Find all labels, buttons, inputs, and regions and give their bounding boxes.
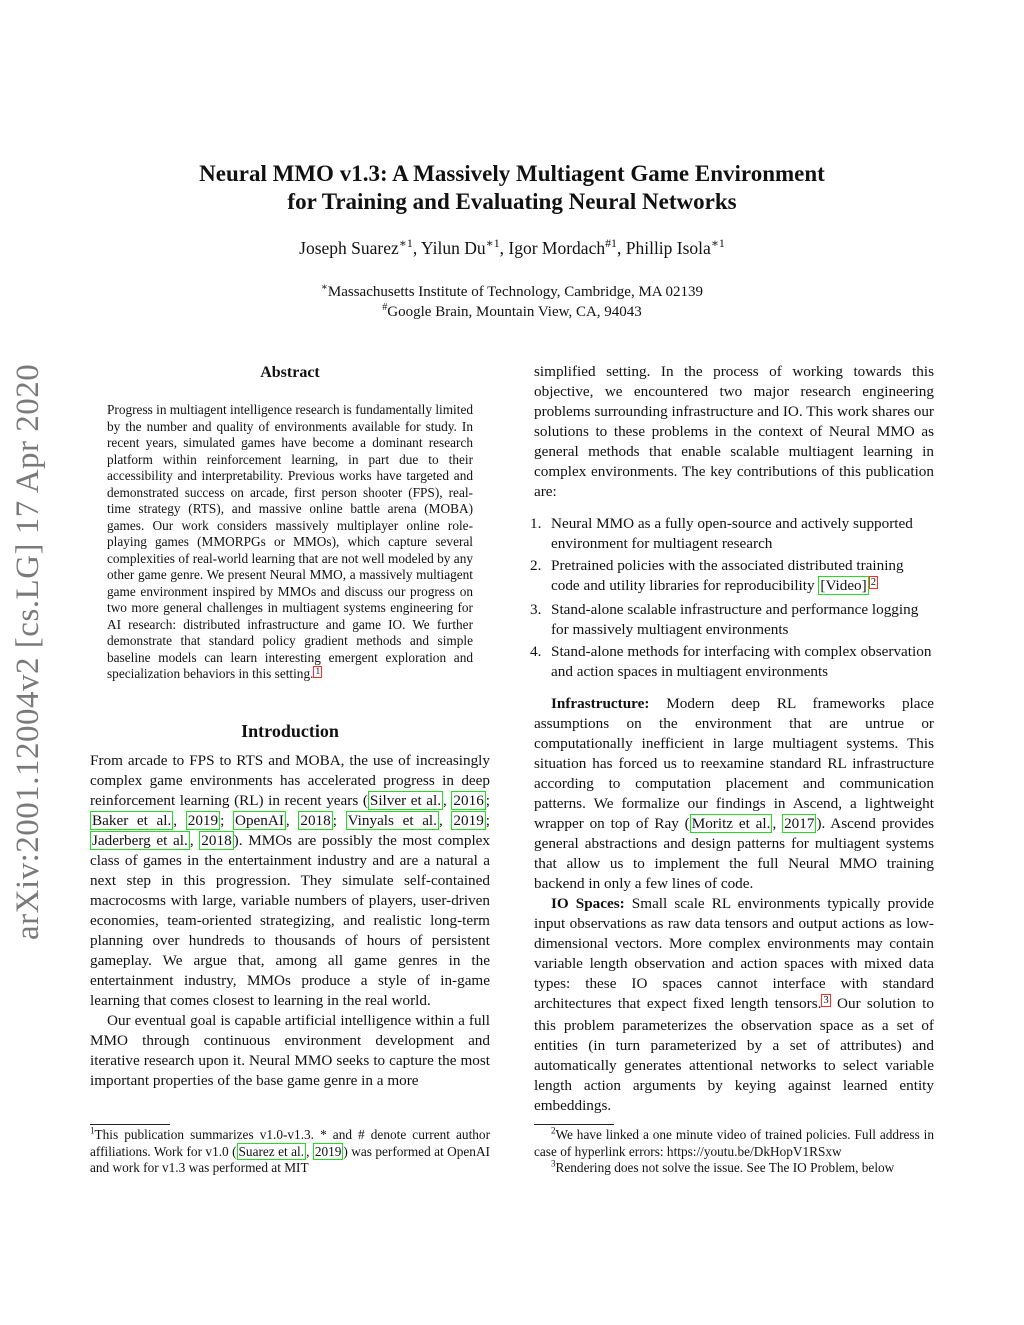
citation-silver[interactable]: Silver et al. xyxy=(369,792,442,809)
title-line-2: for Training and Evaluating Neural Networks xyxy=(287,189,737,214)
footnote-text: This publication summarizes v1.0-v1.3. * and # denote current author affiliations. Work for v1.0 ( xyxy=(90,1127,490,1159)
author-mark: ∗1 xyxy=(485,236,500,251)
affiliation xyxy=(0,282,1024,302)
citation-separator: , xyxy=(173,812,186,829)
right-paragraph: simplified setting. In the process of working towards this objective, we encountered two major research engineering problems surrounding infrastructure and IO. This work shares our solutions to these problems in the context of Neural MMO as general methods that enable scalable multiagent learning in complex environments. The key contributions of this publication are: xyxy=(534,363,934,500)
introduction-body xyxy=(90,751,490,1091)
paragraph-text: Our solution to this problem parameterizes the observation space as a set of entities (in turn parameterized by a set of attributes) and automatically generates attentional networks to select variable length action arguments by keying against learned entity embeddings. xyxy=(534,995,934,1114)
list-item-text: Neural MMO as a fully open-source and actively supported environment for multiagent research xyxy=(551,515,913,552)
footnote-1 xyxy=(90,1127,490,1177)
citation-separator: , xyxy=(438,812,452,829)
citation-openai[interactable]: OpenAI xyxy=(234,812,284,829)
affiliation-list xyxy=(0,282,1024,322)
citation-separator: , xyxy=(285,812,299,829)
footnote-ref-2[interactable]: 2 xyxy=(870,577,877,589)
citation-baker-year[interactable]: 2019 xyxy=(187,812,219,829)
citation-separator: , xyxy=(306,1143,313,1159)
intro-text: ). MMOs are possibly the most complex class of games in the entertainment industry and are a natural a next step in this progression. They simulate self-contained macrocosms with large, variable numbers of players, user-driven economies, team-oriented strategizing, and realistic long-term planning over hundreds to thousands of hours of persistent gameplay. We argue that, among all game genres in the entertainment industry, MMOs produce a style of in-game learning that comes closest to learning in the real world. xyxy=(90,832,490,1009)
list-item-text: Stand-alone scalable infrastructure and performance logging for massively multiagent environments xyxy=(551,601,919,638)
paragraph-label: Infrastructure: xyxy=(551,695,650,712)
citation-openai-year[interactable]: 2018 xyxy=(300,812,331,829)
introduction-heading: Introduction xyxy=(241,721,339,741)
citation-moritz[interactable]: Moritz et al. xyxy=(691,815,771,832)
footnote-rule xyxy=(534,1124,614,1125)
citation-separator: ; xyxy=(332,812,346,829)
intro-paragraph-1 xyxy=(90,751,490,1011)
footnote-number: 2 xyxy=(551,1125,556,1136)
citation-separator: , xyxy=(443,792,452,809)
affiliation-mark: ∗ xyxy=(320,282,328,293)
intro-paragraph-2: Our eventual goal is capable artificial intelligence within a full MMO through continuous environment development and iterative research upon it. Neural MMO seeks to capture the most important properties of the base game genre in a more xyxy=(90,1012,490,1089)
footnote-2 xyxy=(534,1127,934,1160)
citation-suarez-year[interactable]: 2019 xyxy=(314,1143,342,1159)
list-item-text: Pretrained policies with the associated distributed training code and utility libraries for reproducibility xyxy=(551,557,904,594)
footnote-text: Rendering does not solve the issue. See The IO Problem, below xyxy=(555,1160,895,1175)
citation-separator: , xyxy=(772,815,783,832)
affiliation xyxy=(0,302,1024,322)
list-number: 2. xyxy=(530,557,542,574)
citation-vinyals-year[interactable]: 2019 xyxy=(453,812,484,829)
list-number: 3. xyxy=(530,601,542,618)
affiliation-text: Google Brain, Mountain View, CA, 94043 xyxy=(387,304,642,320)
footnote-ref-3[interactable]: 3 xyxy=(823,995,829,1007)
abstract-heading: Abstract xyxy=(260,364,320,381)
list-item xyxy=(530,600,934,640)
abstract-text: Progress in multiagent intelligence research is fundamentally limited by the number and quality of environments available for study. In recent years, simulated games have become a dominant research platform within reinforcement learning, in part due to their accessibility and interpretability. Previous works have targeted and demonstrated success on arcade, first person shooter (FPS), real-time strategy (RTS), and massive online battle arena (MOBA) games. Our work considers massively multiplayer online role-playing games (MMORPGs or MMOs), which capture several complexities of real-world learning that are not well modeled by any other game genre. We present Neural MMO, a massively multiagent game environment inspired by MMOs and discuss our progress on two more general challenges in multiagent systems engineering for AI research: distributed infrastructure and game IO. We further demonstrate that standard policy gradient methods and simple baseline models can learn interesting emergent exploration and specialization behaviors in this setting. xyxy=(107,402,473,681)
citation-separator: , xyxy=(189,832,200,849)
citation-silver-year[interactable]: 2016 xyxy=(453,792,484,809)
footnote-text: ) was performed at OpenAI and work for v1.3 was performed at MIT xyxy=(90,1143,490,1175)
author-name: Yilun Du xyxy=(420,238,486,258)
affiliation-mark: # xyxy=(382,302,388,313)
author-list: Joseph Suarez$^{∗1}$, Yilun $Du^{∗1}$, Igor Mordach$^{\#1}$, Phillip Isola$^{∗1}$ xyxy=(299,236,725,258)
list-number: 4. xyxy=(530,643,542,660)
author-name: Igor Mordach xyxy=(508,238,606,258)
paragraph-text: ). Ascend provides general abstractions and design patterns for multiagent systems that allow us to implement the full Neural MMO training backend in only a few lines of code. xyxy=(534,815,934,892)
footnote-ref-1[interactable]: 1 xyxy=(315,666,321,677)
citation-separator: ; xyxy=(485,792,491,809)
paper-title xyxy=(0,160,1024,216)
citation-suarez[interactable]: Suarez et al. xyxy=(238,1143,305,1159)
author-name: Joseph Suarez xyxy=(299,238,399,258)
author-mark: ∗1 xyxy=(398,236,413,251)
paragraph-text: Modern deep RL frameworks place assumptions on the environment that are untrue or computationally inefficient in large multiagent systems. This situation has forced us to reexamine standard RL infrastructure according to computation placement and communication patterns. We formalize our findings in Ascend, a lightweight wrapper on top of Ray ( xyxy=(534,695,934,832)
citation-vinyals[interactable]: Vinyals et al. xyxy=(347,812,437,829)
footnote-text: We have linked a one minute video of trained policies. Full address in case of hyperlink errors: https://youtu.be/DkHopV1RSxw xyxy=(534,1127,934,1159)
citation-moritz-year[interactable]: 2017 xyxy=(784,815,815,832)
paragraph-label: IO Spaces: xyxy=(551,895,625,912)
list-item-text: Stand-alone methods for interfacing with complex observation and action spaces in multiagent environments xyxy=(551,643,932,680)
footnotes-right xyxy=(534,1127,934,1177)
title-line-1: Neural MMO v1.3: A Massively Multiagent Game Environment xyxy=(199,161,825,186)
video-link[interactable]: [Video] xyxy=(820,577,867,594)
list-item xyxy=(530,556,934,598)
footnote-rule xyxy=(90,1124,170,1125)
list-item xyxy=(530,514,934,554)
author-mark: #1 xyxy=(605,236,617,251)
abstract-body xyxy=(107,402,473,685)
infrastructure-paragraph xyxy=(534,694,934,894)
io-spaces-paragraph xyxy=(534,894,934,1116)
right-column-body xyxy=(534,694,934,1116)
arxiv-stamp: arXiv:2001.12004v2 [cs.LG] 17 Apr 2020 xyxy=(10,363,46,940)
citation-baker[interactable]: Baker et al. xyxy=(92,812,172,829)
affiliation-text: Massachusetts Institute of Technology, Cambridge, MA 02139 xyxy=(327,284,704,300)
contributions-list xyxy=(530,514,934,684)
footnote-3 xyxy=(534,1160,934,1177)
footnote-number: 1 xyxy=(90,1125,95,1136)
citation-separator: ; xyxy=(220,812,233,829)
citation-jaderberg-year[interactable]: 2018 xyxy=(201,832,232,849)
citation-separator: ; xyxy=(485,812,491,829)
list-item xyxy=(530,642,934,682)
footnote-number: 3 xyxy=(551,1158,556,1169)
paragraph-text: Small scale RL environments typically provide input observations as raw data tensors and output actions as low-dimensional vectors. More complex environments may contain variable length observation and action spaces with mixed data types: these IO spaces cannot interface with standard architectures that expect fixed length tensors. xyxy=(534,895,934,1012)
intro-text: From arcade to FPS to RTS and MOBA, the use of increasingly complex game environments has accelerated progress in deep reinforcement learning (RL) in recent years ( xyxy=(90,752,490,809)
right-column-intro xyxy=(534,362,934,502)
citation-jaderberg[interactable]: Jaderberg et al. xyxy=(92,832,188,849)
list-number: 1. xyxy=(530,515,542,532)
author-mark: ∗1 xyxy=(710,236,725,251)
author-name: Phillip Isola xyxy=(625,238,711,258)
